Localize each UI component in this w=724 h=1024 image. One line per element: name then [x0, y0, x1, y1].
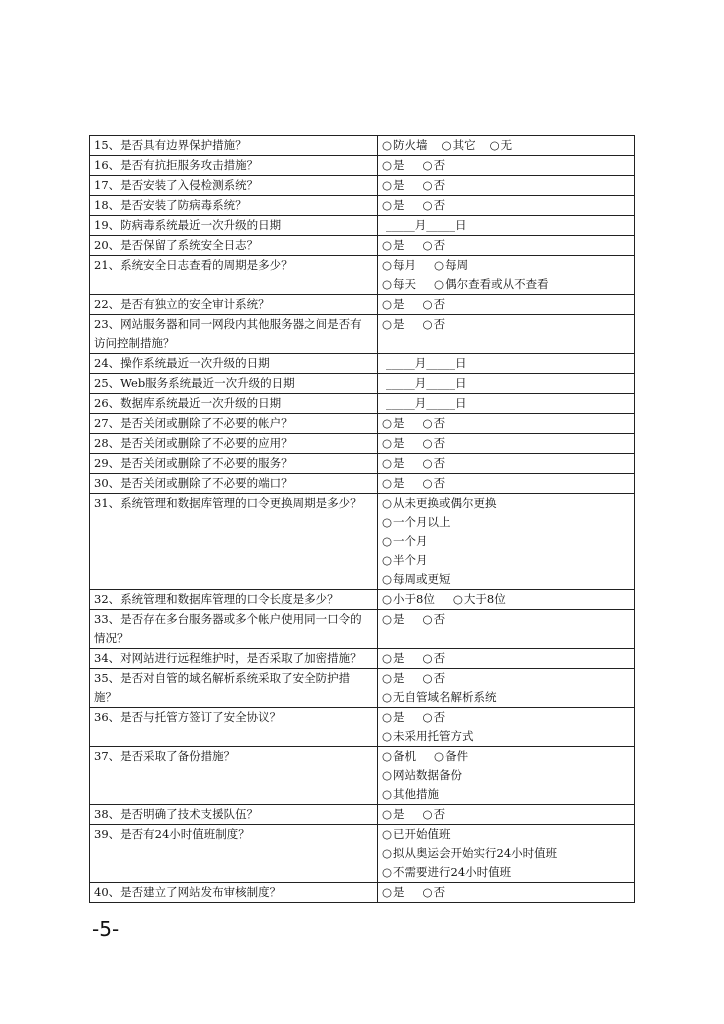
- answer-cell: [378, 354, 635, 374]
- table-row: [90, 216, 635, 236]
- option-line: [382, 805, 630, 824]
- option-line: [382, 844, 630, 863]
- option-line: [382, 610, 630, 629]
- option-line: [382, 414, 630, 433]
- question-text: 21、系统安全日志查看的周期是多少？: [90, 256, 378, 295]
- answer-cell: [378, 805, 635, 825]
- radio-option[interactable]: ○ 半个月: [382, 553, 428, 567]
- question-text: 28、是否关闭或删除了不必要的应用？: [90, 434, 378, 454]
- radio-option[interactable]: ○ 否: [423, 671, 446, 685]
- radio-option[interactable]: ○ 是: [382, 198, 405, 212]
- radio-option[interactable]: ○ 无: [490, 138, 513, 152]
- option-line: [382, 494, 630, 513]
- question-text: 38、是否明确了技术支援队伍？: [90, 805, 378, 825]
- table-row: [90, 196, 635, 216]
- table-row: [90, 256, 635, 295]
- radio-option[interactable]: ○ 是: [382, 416, 405, 430]
- option-line: [382, 256, 630, 275]
- radio-option[interactable]: ○ 否: [423, 456, 446, 470]
- radio-option[interactable]: ○ 是: [382, 238, 405, 252]
- option-line: [382, 136, 630, 155]
- date-blank[interactable]: _____月_____日: [386, 356, 467, 370]
- question-text: 20、是否保留了系统安全日志？: [90, 236, 378, 256]
- option-line: [382, 295, 630, 314]
- table-row: [90, 315, 635, 354]
- table-row: [90, 414, 635, 434]
- table-row: [90, 669, 635, 708]
- radio-option[interactable]: ○ 是: [382, 476, 405, 490]
- answer-cell: [378, 156, 635, 176]
- table-row: [90, 474, 635, 494]
- radio-option[interactable]: ○ 否: [423, 158, 446, 172]
- option-line: [382, 747, 630, 766]
- option-line: [382, 785, 630, 804]
- option-line: [382, 156, 630, 175]
- radio-option[interactable]: ○ 否: [423, 612, 446, 626]
- answer-cell: [378, 414, 635, 434]
- date-blank[interactable]: _____月_____日: [386, 218, 467, 232]
- table-row: [90, 747, 635, 805]
- table-row: [90, 454, 635, 474]
- option-line: [382, 315, 630, 334]
- radio-option[interactable]: ○ 小于8位: [382, 592, 435, 606]
- answer-cell: [378, 708, 635, 747]
- radio-option[interactable]: ○ 是: [382, 671, 405, 685]
- questionnaire-sheet: [89, 135, 634, 903]
- option-line: [382, 196, 630, 215]
- radio-option[interactable]: ○ 否: [423, 476, 446, 490]
- radio-option[interactable]: ○ 未采用托管方式: [382, 729, 474, 743]
- option-line: [382, 669, 630, 688]
- radio-option[interactable]: ○ 否: [423, 710, 446, 724]
- answer-cell: [378, 825, 635, 883]
- table-row: [90, 708, 635, 747]
- option-line: [382, 454, 630, 473]
- question-text: 27、是否关闭或删除了不必要的帐户？: [90, 414, 378, 434]
- radio-option[interactable]: ○ 是: [382, 178, 405, 192]
- radio-option[interactable]: ○ 拟从奥运会开始实行24小时值班: [382, 846, 557, 860]
- question-text: 18、是否安装了防病毒系统？: [90, 196, 378, 216]
- option-line: [382, 532, 630, 551]
- option-line: [382, 766, 630, 785]
- table-row: [90, 295, 635, 315]
- table-row: [90, 883, 635, 903]
- table-row: [90, 610, 635, 649]
- table-row: [90, 374, 635, 394]
- question-text: 34、对网站进行远程维护时，是否采取了加密措施？: [90, 649, 378, 669]
- question-text: 29、是否关闭或删除了不必要的服务？: [90, 454, 378, 474]
- table-row: [90, 236, 635, 256]
- radio-option[interactable]: ○ 否: [423, 198, 446, 212]
- radio-option[interactable]: ○ 是: [382, 710, 405, 724]
- answer-cell: [378, 434, 635, 454]
- radio-option[interactable]: ○ 已开始值班: [382, 827, 451, 841]
- question-text: 36、是否与托管方签订了安全协议？: [90, 708, 378, 747]
- answer-cell: [378, 315, 635, 354]
- radio-option[interactable]: ○ 是: [382, 807, 405, 821]
- option-line: [382, 236, 630, 255]
- option-line: [382, 513, 630, 532]
- table-row: [90, 825, 635, 883]
- answer-cell: [378, 747, 635, 805]
- answer-cell: [378, 236, 635, 256]
- question-text: 15、是否具有边界保护措施？: [90, 136, 378, 156]
- radio-option[interactable]: ○ 否: [423, 651, 446, 665]
- answer-cell: [378, 216, 635, 236]
- option-line: [382, 883, 630, 902]
- table-row: [90, 176, 635, 196]
- option-line: [382, 176, 630, 195]
- answer-cell: [378, 256, 635, 295]
- question-text: 31、系统管理和数据库管理的口令更换周期是多少？: [90, 494, 378, 590]
- option-line: [382, 434, 630, 453]
- question-text: 39、是否有24小时值班制度？: [90, 825, 378, 883]
- option-line: [382, 688, 630, 707]
- radio-option[interactable]: ○ 大于8位: [453, 592, 506, 606]
- radio-option[interactable]: ○ 其他措施: [382, 787, 439, 801]
- question-text: 22、是否有独立的安全审计系统？: [90, 295, 378, 315]
- radio-option[interactable]: ○ 一个月: [382, 534, 428, 548]
- date-blank[interactable]: _____月_____日: [386, 376, 467, 390]
- question-text: 33、是否存在多台服务器或多个帐户使用同一口令的情况？: [90, 610, 378, 649]
- answer-cell: [378, 176, 635, 196]
- question-text: 25、Web服务系统最近一次升级的日期: [90, 374, 378, 394]
- question-text: 35、是否对自管的域名解析系统采取了安全防护措施？: [90, 669, 378, 708]
- question-text: 16、是否有抗拒服务攻击措施？: [90, 156, 378, 176]
- table-row: [90, 156, 635, 176]
- option-line: [382, 570, 630, 589]
- radio-option[interactable]: ○ 每周或更短: [382, 572, 451, 586]
- answer-cell: [378, 374, 635, 394]
- radio-option[interactable]: ○ 其它: [442, 138, 476, 152]
- answer-cell: [378, 196, 635, 216]
- page-number: -5-: [92, 917, 120, 941]
- radio-option[interactable]: ○ 偶尔查看或从不查看: [434, 277, 549, 291]
- radio-option[interactable]: ○ 是: [382, 297, 405, 311]
- radio-option[interactable]: ○ 是: [382, 612, 405, 626]
- option-line: [382, 275, 630, 294]
- answer-cell: [378, 610, 635, 649]
- radio-option[interactable]: ○ 是: [382, 436, 405, 450]
- answer-cell: [378, 136, 635, 156]
- date-blank[interactable]: _____月_____日: [386, 396, 467, 410]
- table-row: [90, 805, 635, 825]
- answer-cell: [378, 649, 635, 669]
- radio-option[interactable]: ○ 是: [382, 158, 405, 172]
- answer-cell: [378, 295, 635, 315]
- question-text: 32、系统管理和数据库管理的口令长度是多少？: [90, 590, 378, 610]
- table-row: [90, 136, 635, 156]
- radio-option[interactable]: ○ 否: [423, 885, 446, 899]
- question-text: 26、数据库系统最近一次升级的日期: [90, 394, 378, 414]
- answer-cell: [378, 454, 635, 474]
- radio-option[interactable]: ○ 网站数据备份: [382, 768, 462, 782]
- radio-option[interactable]: ○ 否: [423, 416, 446, 430]
- answer-cell: [378, 590, 635, 610]
- security-questionnaire-table: [89, 135, 635, 903]
- radio-option[interactable]: ○ 备件: [434, 749, 468, 763]
- option-line: [382, 474, 630, 493]
- radio-option[interactable]: ○ 一个月以上: [382, 515, 451, 529]
- table-row: [90, 354, 635, 374]
- radio-option[interactable]: ○ 是: [382, 317, 405, 331]
- question-text: 40、是否建立了网站发布审核制度？: [90, 883, 378, 903]
- radio-option[interactable]: ○ 从未更换或偶尔更换: [382, 496, 497, 510]
- radio-option[interactable]: ○ 是: [382, 885, 405, 899]
- option-line: [382, 863, 630, 882]
- option-line: [382, 649, 630, 668]
- radio-option[interactable]: ○ 否: [423, 238, 446, 252]
- answer-cell: [378, 474, 635, 494]
- question-text: 23、网站服务器和同一网段内其他服务器之间是否有访问控制措施？: [90, 315, 378, 354]
- radio-option[interactable]: ○ 备机: [382, 749, 416, 763]
- question-text: 19、防病毒系统最近一次升级的日期: [90, 216, 378, 236]
- answer-cell: [378, 883, 635, 903]
- question-text: 37、是否采取了备份措施？: [90, 747, 378, 805]
- radio-option[interactable]: ○ 每月: [382, 258, 416, 272]
- option-line: [382, 727, 630, 746]
- table-row: [90, 434, 635, 454]
- table-row: [90, 649, 635, 669]
- radio-option[interactable]: ○ 否: [423, 807, 446, 821]
- answer-cell: [378, 494, 635, 590]
- answer-cell: [378, 669, 635, 708]
- radio-option[interactable]: ○ 每天: [382, 277, 416, 291]
- table-row: [90, 394, 635, 414]
- radio-option[interactable]: ○ 否: [423, 178, 446, 192]
- answer-cell: [378, 394, 635, 414]
- question-text: 17、是否安装了入侵检测系统？: [90, 176, 378, 196]
- radio-option[interactable]: ○ 每周: [434, 258, 468, 272]
- radio-option[interactable]: ○ 否: [423, 317, 446, 331]
- radio-option[interactable]: ○ 防火墙: [382, 138, 428, 152]
- question-text: 30、是否关闭或删除了不必要的端口？: [90, 474, 378, 494]
- radio-option[interactable]: ○ 否: [423, 436, 446, 450]
- radio-option[interactable]: ○ 是: [382, 456, 405, 470]
- option-line: [382, 708, 630, 727]
- radio-option[interactable]: ○ 否: [423, 297, 446, 311]
- question-text: 24、操作系统最近一次升级的日期: [90, 354, 378, 374]
- radio-option[interactable]: ○ 无自管域名解析系统: [382, 690, 497, 704]
- radio-option[interactable]: ○ 是: [382, 651, 405, 665]
- option-line: [382, 551, 630, 570]
- radio-option[interactable]: ○ 不需要进行24小时值班: [382, 865, 511, 879]
- option-line: [382, 590, 630, 609]
- table-row: [90, 590, 635, 610]
- table-row: [90, 494, 635, 590]
- option-line: [382, 825, 630, 844]
